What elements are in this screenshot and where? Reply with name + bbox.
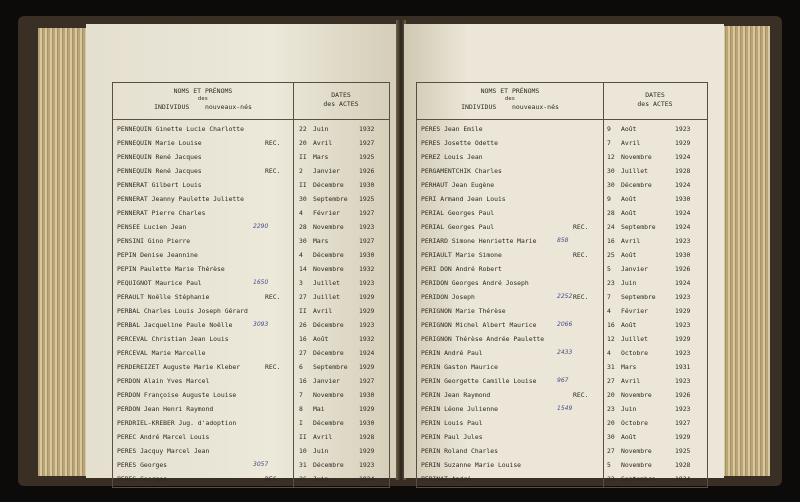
entry-year: 1929 xyxy=(359,307,375,315)
entry-name: PEPIN Denise Jeannine xyxy=(117,251,198,259)
entry-month: Novembre xyxy=(621,447,652,455)
entry-year: 1927 xyxy=(359,377,375,385)
entry-month: Octobre xyxy=(621,349,648,357)
entry-name: PERIN Georgette Camille Louise xyxy=(421,377,537,385)
entry-day: 7 xyxy=(607,293,611,301)
entry-number: 2290 xyxy=(253,223,269,230)
entry-year: 1927 xyxy=(359,139,375,147)
entry-month: Mars xyxy=(313,237,329,245)
entry-day: II xyxy=(299,433,307,441)
entry-year: 1923 xyxy=(359,223,375,231)
noms-header xyxy=(417,87,603,111)
entry-day: 27 xyxy=(299,349,307,357)
entry-year: 1925 xyxy=(675,447,691,455)
entry-number: 1549 xyxy=(557,405,573,412)
entry-year: 1924 xyxy=(675,279,691,287)
entry-number: 3057 xyxy=(253,461,269,468)
entry-day: 23 xyxy=(607,279,615,287)
entry-name: PERIAL Georges Paul xyxy=(421,209,495,217)
noms-des: des xyxy=(198,96,208,102)
entry-year: 1932 xyxy=(359,335,375,343)
entry-year: 1924 xyxy=(675,153,691,161)
entry-name: PERIGNON Thérèse Andrée Paulette xyxy=(421,335,545,343)
entry-day: 20 xyxy=(607,419,615,427)
entry-year: 1923 xyxy=(675,377,691,385)
entry-number: 967 xyxy=(557,377,569,384)
entry-day: 26 xyxy=(299,475,307,483)
entry-name: PERDEREIZET Auguste Marie Kleber xyxy=(117,363,241,371)
entry-day: 30 xyxy=(299,195,307,203)
entry-month: Septembre xyxy=(621,475,656,483)
entry-name: PERES Josette Odette xyxy=(421,139,498,147)
entry-year: 1924 xyxy=(675,209,691,217)
left-page xyxy=(86,24,398,483)
entry-day: 12 xyxy=(607,153,615,161)
entry-year: 1929 xyxy=(359,293,375,301)
left-table-header xyxy=(113,83,389,120)
dates-des-actes: des ACTES xyxy=(637,100,673,108)
entry-month: Août xyxy=(621,433,637,441)
entry-month: Février xyxy=(313,209,340,217)
entry-day: 27 xyxy=(299,293,307,301)
entry-name: PENNERAT Pierre Charles xyxy=(117,209,206,217)
entry-year: 1923 xyxy=(675,405,691,413)
noms-individus: INDIVIDUS xyxy=(154,103,190,111)
entry-day: 25 xyxy=(607,251,615,259)
entry-year: 1929 xyxy=(675,335,691,343)
entry-year: 1930 xyxy=(675,195,691,203)
entry-name: PERIARD Simone Henriette Marie xyxy=(421,237,537,245)
entry-name: PERIAL Georges Paul xyxy=(421,223,495,231)
entry-month: Novembre xyxy=(313,265,344,273)
entry-year: 1930 xyxy=(359,391,375,399)
entry-year: 1932 xyxy=(359,125,375,133)
entry-day: 7 xyxy=(299,391,303,399)
entry-name: PERI Armand Jean Louis xyxy=(421,195,506,203)
entry-day: 16 xyxy=(607,237,615,245)
entry-month: Avril xyxy=(313,433,333,441)
entry-day: 27 xyxy=(607,447,615,455)
entry-year: 1928 xyxy=(675,167,691,175)
entry-name: PERIN Paul Jules xyxy=(421,433,483,441)
entry-year: 1924 xyxy=(359,349,375,357)
entry-year: 1929 xyxy=(675,433,691,441)
entry-name: PENNEQUIN René Jacques xyxy=(117,167,202,175)
entry-month: Juillet xyxy=(313,279,340,287)
entry-name: PERDON Alain Yves Marcel xyxy=(117,377,210,385)
dates-title: DATES xyxy=(331,91,351,99)
entry-name: PERBAL Jacqueline Paule Noëlle xyxy=(117,321,233,329)
entry-day: 7 xyxy=(607,139,611,147)
register-row xyxy=(113,471,389,487)
entry-day: 16 xyxy=(299,335,307,343)
entry-year: 1930 xyxy=(675,251,691,259)
entry-number: 2252 xyxy=(557,293,573,300)
entry-year: 1928 xyxy=(675,461,691,469)
entry-month: Septembre xyxy=(313,195,348,203)
entry-number: 1650 xyxy=(253,279,269,286)
entry-day: 16 xyxy=(607,321,615,329)
entry-year: 1927 xyxy=(359,237,375,245)
entry-name: PERIN André Paul xyxy=(421,349,483,357)
entry-rec: REC. xyxy=(265,363,281,371)
entry-month: Août xyxy=(621,125,637,133)
entry-day: 30 xyxy=(299,237,307,245)
entry-day: 9 xyxy=(607,125,611,133)
entry-month: Septembre xyxy=(313,363,348,371)
entry-month: Décembre xyxy=(313,461,344,469)
entry-number: 858 xyxy=(557,237,569,244)
entry-name: PERIN Roland Charles xyxy=(421,447,498,455)
entry-year: 1927 xyxy=(675,419,691,427)
left-register-table xyxy=(112,82,390,488)
noms-nouveaux-nes: nouveaux-nés xyxy=(204,103,252,111)
entry-month: Janvier xyxy=(313,377,340,385)
entry-year: 1932 xyxy=(359,265,375,273)
entry-year: 1926 xyxy=(675,391,691,399)
entry-day: 2 xyxy=(299,167,303,175)
entry-name: PERIGNON Marie Thérèse xyxy=(421,307,506,315)
entry-name: PENNERAT Gilbert Louis xyxy=(117,181,202,189)
entry-year: 1924 xyxy=(359,475,375,483)
entry-year: 1924 xyxy=(675,181,691,189)
entry-name: PENSINI Gino Pierre xyxy=(117,237,191,245)
entry-name: PEREZ Louis Jean xyxy=(421,153,483,161)
entry-month: Septembre xyxy=(621,293,656,301)
entry-name: PERIGNON Michel Albert Maurice xyxy=(421,321,537,329)
entry-day: 30 xyxy=(607,181,615,189)
entry-year: 1923 xyxy=(359,321,375,329)
entry-year: 1930 xyxy=(359,181,375,189)
entry-month: Juillet xyxy=(621,167,648,175)
entry-rec: REC. xyxy=(573,251,589,259)
dates-header xyxy=(603,91,707,109)
entry-year: 1923 xyxy=(675,321,691,329)
entry-day: II xyxy=(299,307,307,315)
entry-day: II xyxy=(299,181,307,189)
entry-year: 1929 xyxy=(675,139,691,147)
noms-nouveaux-nes: nouveaux-nés xyxy=(511,103,559,111)
entry-name: PENSEE Lucien Jean xyxy=(117,223,187,231)
entry-month: Août xyxy=(313,335,329,343)
entry-name: PERIN Léone Julienne xyxy=(421,405,498,413)
entry-month: Septembre xyxy=(621,223,656,231)
entry-month: Mars xyxy=(313,153,329,161)
entry-year: 1929 xyxy=(359,363,375,371)
entry-year: 1930 xyxy=(359,251,375,259)
entry-month: Octobre xyxy=(621,419,648,427)
noms-header xyxy=(113,87,293,111)
entry-name: PERDRIEL-KREBER Jug. d'adoption xyxy=(117,419,237,427)
entry-month: Décembre xyxy=(313,419,344,427)
entry-day: 20 xyxy=(607,391,615,399)
entry-month: Mars xyxy=(621,363,637,371)
entry-year: 1925 xyxy=(359,195,375,203)
entry-month: Avril xyxy=(621,377,641,385)
entry-month: Novembre xyxy=(621,153,652,161)
noms-title: NOMS ET PRÉNOMS xyxy=(173,87,233,95)
entry-day: 30 xyxy=(607,433,615,441)
entry-rec: REC. xyxy=(265,293,281,301)
register-row xyxy=(417,471,707,487)
entry-year: 1926 xyxy=(675,265,691,273)
entry-name: PERDON Jean Henri Raymond xyxy=(117,405,214,413)
right-table-header xyxy=(417,83,707,120)
entry-name: PERIDON Georges André Joseph xyxy=(421,279,529,287)
entry-day: 23 xyxy=(607,405,615,413)
dates-des-actes: des ACTES xyxy=(323,100,359,108)
entry-year: 1931 xyxy=(675,363,691,371)
noms-des: des xyxy=(505,96,515,102)
entry-name: PENNEQUIN René Jacques xyxy=(117,153,202,161)
entry-name: PERAULT Noëlle Stéphanie xyxy=(117,293,210,301)
entry-day: 22 xyxy=(299,125,307,133)
entry-year: 1923 xyxy=(359,279,375,287)
entry-year: 1923 xyxy=(675,237,691,245)
entry-month: Novembre xyxy=(313,391,344,399)
entry-day: 31 xyxy=(607,363,615,371)
entry-year: 1927 xyxy=(359,209,375,217)
entry-day: 26 xyxy=(299,321,307,329)
entry-year: 1929 xyxy=(359,405,375,413)
entry-day: II xyxy=(299,153,307,161)
entry-day: 24 xyxy=(607,223,615,231)
entry-year: 1930 xyxy=(359,419,375,427)
entry-number: 2066 xyxy=(557,321,573,328)
entry-day: 14 xyxy=(299,265,307,273)
entry-name: PERES Jacquy Marcel Jean xyxy=(117,447,210,455)
entry-day: 8 xyxy=(299,405,303,413)
entry-day: 23 xyxy=(607,475,615,483)
entry-name: PERES Georges xyxy=(117,461,168,469)
entry-year: 1924 xyxy=(675,475,691,483)
entry-year: 1929 xyxy=(675,307,691,315)
entry-day: 4 xyxy=(607,349,611,357)
entry-name: PERCEVAL Christian Jean Louis xyxy=(117,335,229,343)
entry-month: Août xyxy=(621,209,637,217)
entry-name: PERIAULT Marie Simone xyxy=(421,251,502,259)
entry-year: 1925 xyxy=(359,153,375,161)
entry-month: Avril xyxy=(313,307,333,315)
dates-header xyxy=(293,91,389,109)
entry-day: 4 xyxy=(607,307,611,315)
entry-name: PERIDON Joseph xyxy=(421,293,475,301)
entry-name: PERIN Louis Paul xyxy=(421,419,483,427)
entry-rec: REC. xyxy=(573,391,589,399)
right-page xyxy=(404,24,724,483)
entry-day: 4 xyxy=(299,251,303,259)
entry-month: Janvier xyxy=(621,265,648,273)
entry-month: Novembre xyxy=(621,461,652,469)
entry-name: PENNERAT Jeanny Paulette Juliette xyxy=(117,195,244,203)
entry-rec: REC. xyxy=(573,223,589,231)
entry-month: Novembre xyxy=(313,223,344,231)
entry-name: PERDON Françoise Auguste Louise xyxy=(117,391,237,399)
entry-day: 30 xyxy=(607,167,615,175)
entry-month: Août xyxy=(621,251,637,259)
entry-day: 28 xyxy=(607,209,615,217)
entry-name: PERBAL Charles Louis Joseph Gérard xyxy=(117,307,248,315)
entry-month: Décembre xyxy=(313,321,344,329)
entry-month: Juin xyxy=(621,279,637,287)
entry-name: PERES Jean Emile xyxy=(421,125,483,133)
entry-month: Avril xyxy=(621,139,641,147)
noms-individus: INDIVIDUS xyxy=(461,103,497,111)
entry-day: 16 xyxy=(299,377,307,385)
entry-year: 1924 xyxy=(675,223,691,231)
entry-day: 31 xyxy=(299,461,307,469)
dates-title: DATES xyxy=(645,91,665,99)
entry-month: Août xyxy=(621,321,637,329)
entry-month: Novembre xyxy=(621,391,652,399)
entry-name: PERIN Jean Raymond xyxy=(421,391,491,399)
entry-month: Janvier xyxy=(313,167,340,175)
entry-rec: REC. xyxy=(265,475,281,483)
entry-day: 28 xyxy=(299,223,307,231)
entry-month: Juillet xyxy=(313,293,340,301)
entry-day: 5 xyxy=(607,265,611,273)
entry-month: Mai xyxy=(313,405,325,413)
entry-year: 1926 xyxy=(359,167,375,175)
entry-year: 1928 xyxy=(359,433,375,441)
entry-month: Décembre xyxy=(313,251,344,259)
entry-month: Avril xyxy=(621,237,641,245)
entry-day: 6 xyxy=(299,363,303,371)
entry-day: 9 xyxy=(607,195,611,203)
entry-rec: REC. xyxy=(265,139,281,147)
entry-month: Avril xyxy=(313,139,333,147)
entry-name: PERCEVAL Marie Marcelle xyxy=(117,349,206,357)
entry-day: 12 xyxy=(607,335,615,343)
entry-month: Juin xyxy=(313,475,329,483)
entry-number: 3093 xyxy=(253,321,269,328)
entry-name: PEPIN Paulette Marie Thérèse xyxy=(117,265,225,273)
entry-rec: REC. xyxy=(573,293,589,301)
entry-day: 10 xyxy=(299,447,307,455)
entry-day: 27 xyxy=(607,377,615,385)
entry-month: Juillet xyxy=(621,335,648,343)
entry-month: Août xyxy=(621,195,637,203)
right-page-stack xyxy=(716,26,770,476)
entry-name: PERIN Suzanne Marie Louise xyxy=(421,461,522,469)
right-register-table xyxy=(416,82,708,488)
entry-name: PERIN Gaston Maurice xyxy=(421,363,498,371)
entry-name: PERINAT André xyxy=(421,475,472,483)
entry-year: 1923 xyxy=(359,461,375,469)
entry-month: Juin xyxy=(621,405,637,413)
entry-year: 1923 xyxy=(675,293,691,301)
entry-month: Juin xyxy=(313,447,329,455)
entry-month: Juin xyxy=(313,125,329,133)
entry-day: 5 xyxy=(607,461,611,469)
entry-month: Décembre xyxy=(621,181,652,189)
entry-name: PERES Georges xyxy=(117,475,168,483)
entry-name: PERI DON André Robert xyxy=(421,265,502,273)
entry-year: 1923 xyxy=(675,349,691,357)
entry-month: Décembre xyxy=(313,181,344,189)
entry-number: 2433 xyxy=(557,349,573,356)
entry-day: 4 xyxy=(299,209,303,217)
noms-title: NOMS ET PRÉNOMS xyxy=(480,87,540,95)
entry-day: 3 xyxy=(299,279,303,287)
entry-day: I xyxy=(299,419,303,427)
entry-name: PEREC André Marcel Louis xyxy=(117,433,210,441)
entry-name: PEQUIGNOT Maurice Paul xyxy=(117,279,202,287)
entry-month: Décembre xyxy=(313,349,344,357)
entry-day: 20 xyxy=(299,139,307,147)
entry-name: PENNEQUIN Marie Louise xyxy=(117,139,202,147)
entry-name: PERHAUT Jean Eugène xyxy=(421,181,495,189)
entry-name: PERGAMENTCHIK Charles xyxy=(421,167,502,175)
entry-name: PENNEQUIN Ginette Lucie Charlotte xyxy=(117,125,244,133)
entry-rec: REC. xyxy=(265,167,281,175)
entry-month: Février xyxy=(621,307,648,315)
entry-year: 1923 xyxy=(675,125,691,133)
entry-year: 1929 xyxy=(359,447,375,455)
